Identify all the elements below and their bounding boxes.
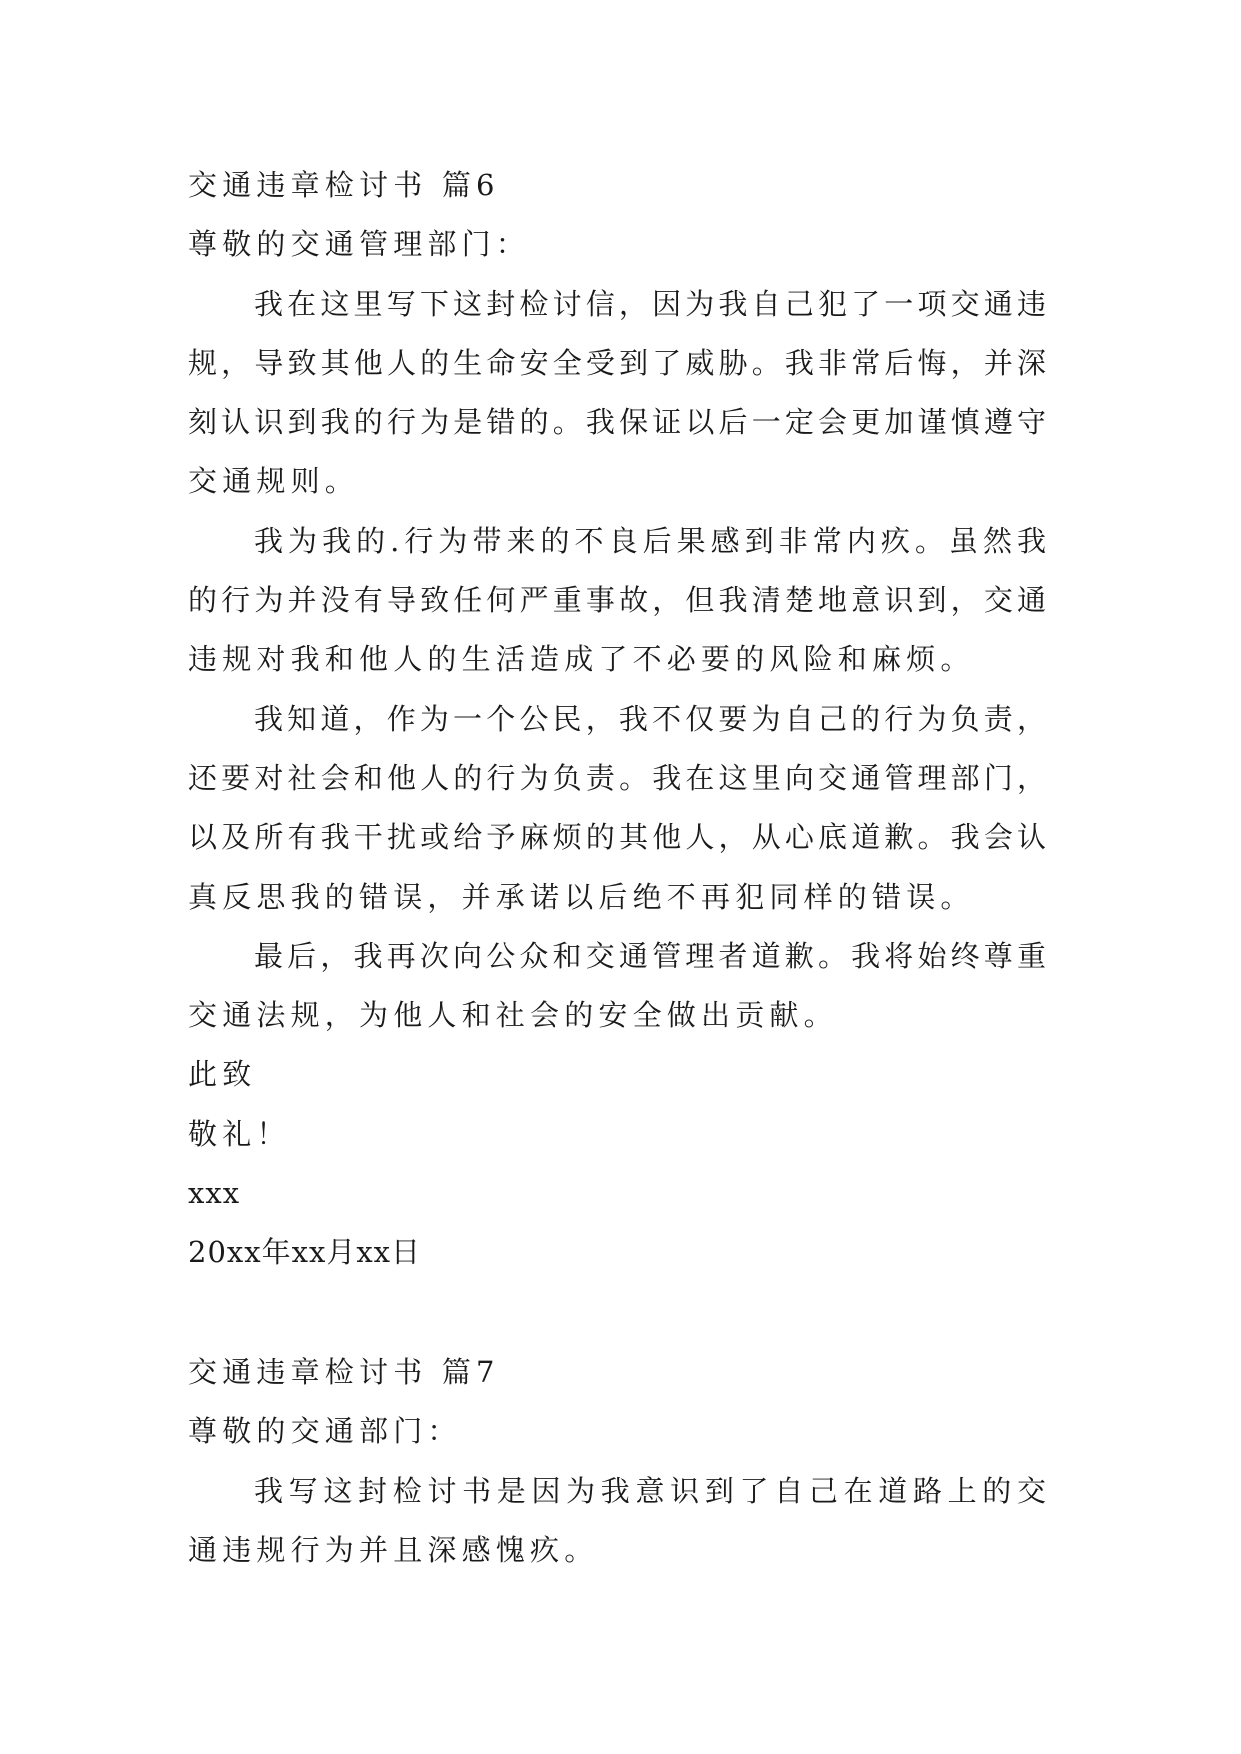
closing-line: 敬礼！ (188, 1117, 291, 1151)
paragraph-line: 我写这封检讨书是因为我意识到了自己在道路上的交 (254, 1474, 1046, 1508)
paragraph-line: 我在这里写下这封检讨信，因为我自己犯了一项交通违 (254, 287, 1046, 321)
paragraph-line: 我为我的.行为带来的不良后果感到非常内疚。虽然我 (254, 524, 1046, 558)
paragraph-line: 刻认识到我的行为是错的。我保证以后一定会更加谨慎遵守 (188, 405, 1046, 439)
paragraph-line: 还要对社会和他人的行为负责。我在这里向交通管理部门， (188, 761, 1046, 795)
signature: xxx (188, 1176, 241, 1210)
paragraph-line: 规，导致其他人的生命安全受到了威胁。我非常后悔，并深 (188, 346, 1046, 380)
paragraph-line: 违规对我和他人的生活造成了不必要的风险和麻烦。 (188, 642, 975, 676)
section-title: 交通违章检讨书 篇7 (188, 1355, 500, 1389)
paragraph-line: 我知道，作为一个公民，我不仅要为自己的行为负责， (254, 702, 1046, 736)
paragraph-line: 交通规则。 (188, 464, 360, 498)
paragraph-line: 真反思我的错误，并承诺以后绝不再犯同样的错误。 (188, 880, 975, 914)
paragraph-line: 的行为并没有导致任何严重事故，但我清楚地意识到，交通 (188, 583, 1046, 617)
closing-line: 此致 (188, 1057, 257, 1091)
paragraph-line: 交通法规，为他人和社会的安全做出贡献。 (188, 998, 838, 1032)
paragraph-line: 以及所有我干扰或给予麻烦的其他人，从心底道歉。我会认 (188, 820, 1046, 854)
date: 20xx年xx月xx日 (188, 1235, 422, 1269)
salutation: 尊敬的交通部门： (188, 1414, 462, 1448)
section-title: 交通违章检讨书 篇6 (188, 168, 500, 202)
paragraph-line: 通违规行为并且深感愧疚。 (188, 1533, 599, 1567)
paragraph-line: 最后，我再次向公众和交通管理者道歉。我将始终尊重 (254, 939, 1046, 973)
salutation: 尊敬的交通管理部门： (188, 227, 531, 261)
